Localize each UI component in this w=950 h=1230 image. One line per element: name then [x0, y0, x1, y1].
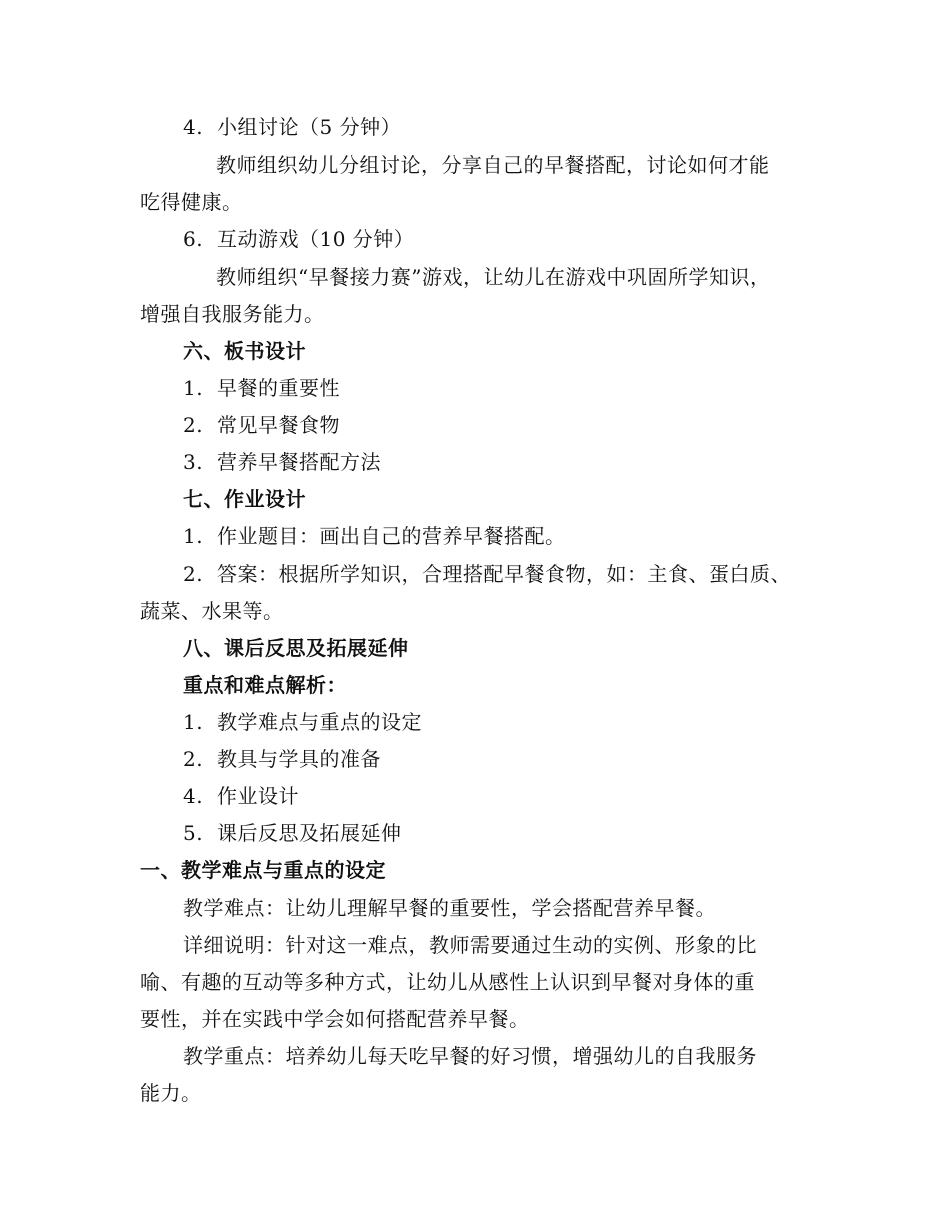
list-item: [183, 746, 381, 772]
list-item-interactive-game: [183, 226, 414, 252]
list-number: 2.: [183, 562, 204, 586]
list-item: [183, 375, 340, 401]
list-item-text: 作业设计: [217, 784, 299, 808]
list-item: [183, 449, 381, 475]
paragraph-line: 喻、有趣的互动等多种方式，让幼儿从感性上认识到早餐对身体的重: [140, 970, 755, 994]
list-item-text: 互动游戏（10 分钟）: [217, 227, 415, 251]
list-item: [183, 523, 566, 549]
list-number: 4.: [183, 784, 204, 808]
list-number: 1.: [183, 376, 204, 400]
list-item-text: 小组讨论（5 分钟）: [217, 115, 402, 139]
list-number: 4.: [183, 115, 204, 139]
list-item-text: 教具与学具的准备: [217, 747, 381, 771]
paragraph-line: 蔬菜、水果等。: [140, 599, 284, 623]
paragraph-line: 教学难点：让幼儿理解早餐的重要性，学会搭配营养早餐。: [183, 896, 716, 920]
list-item: [183, 709, 422, 735]
section-heading-difficulties: 一、教学难点与重点的设定: [140, 858, 386, 882]
paragraph-line: 能力。: [140, 1081, 202, 1105]
list-item-text: 教学难点与重点的设定: [217, 710, 422, 734]
list-number: 2.: [183, 747, 204, 771]
list-number: 5.: [183, 821, 204, 845]
list-item: [183, 783, 299, 809]
list-item: [183, 412, 340, 438]
section-heading-reflection: 八、课后反思及拓展延伸: [183, 636, 409, 660]
paragraph-line: 增强自我服务能力。: [140, 302, 325, 326]
list-item: [183, 820, 402, 846]
list-item-text: 早餐的重要性: [217, 376, 340, 400]
list-number: 3.: [183, 450, 204, 474]
paragraph-line: 吃得健康。: [140, 190, 243, 214]
paragraph-line: 教师组织“早餐接力赛”游戏，让幼儿在游戏中巩固所学知识，: [216, 265, 771, 289]
section-heading-homework: 七、作业设计: [183, 487, 306, 511]
list-number: 6.: [183, 227, 204, 251]
paragraph-line: 教师组织幼儿分组讨论，分享自己的早餐搭配，讨论如何才能: [216, 153, 770, 177]
section-heading-board-design: 六、板书设计: [183, 339, 306, 363]
paragraph-line: 要性，并在实践中学会如何搭配营养早餐。: [140, 1007, 530, 1031]
list-item-text: 常见早餐食物: [217, 413, 340, 437]
list-item-text: 课后反思及拓展延伸: [217, 821, 402, 845]
list-item-text: 作业题目：画出自己的营养早餐搭配。: [217, 524, 566, 548]
list-number: 1.: [183, 524, 204, 548]
list-item-text: 答案：根据所学知识，合理搭配早餐食物，如：主食、蛋白质、: [217, 562, 791, 586]
list-item: [183, 561, 791, 587]
list-item-group-discussion: [183, 114, 401, 140]
list-item-text: 营养早餐搭配方法: [217, 450, 381, 474]
paragraph-line: 详细说明：针对这一难点，教师需要通过生动的实例、形象的比: [183, 933, 757, 957]
list-number: 2.: [183, 413, 204, 437]
list-number: 1.: [183, 710, 204, 734]
paragraph-line: 教学重点：培养幼儿每天吃早餐的好习惯，增强幼儿的自我服务: [183, 1044, 757, 1068]
subheading-key-points: 重点和难点解析：: [183, 673, 347, 697]
